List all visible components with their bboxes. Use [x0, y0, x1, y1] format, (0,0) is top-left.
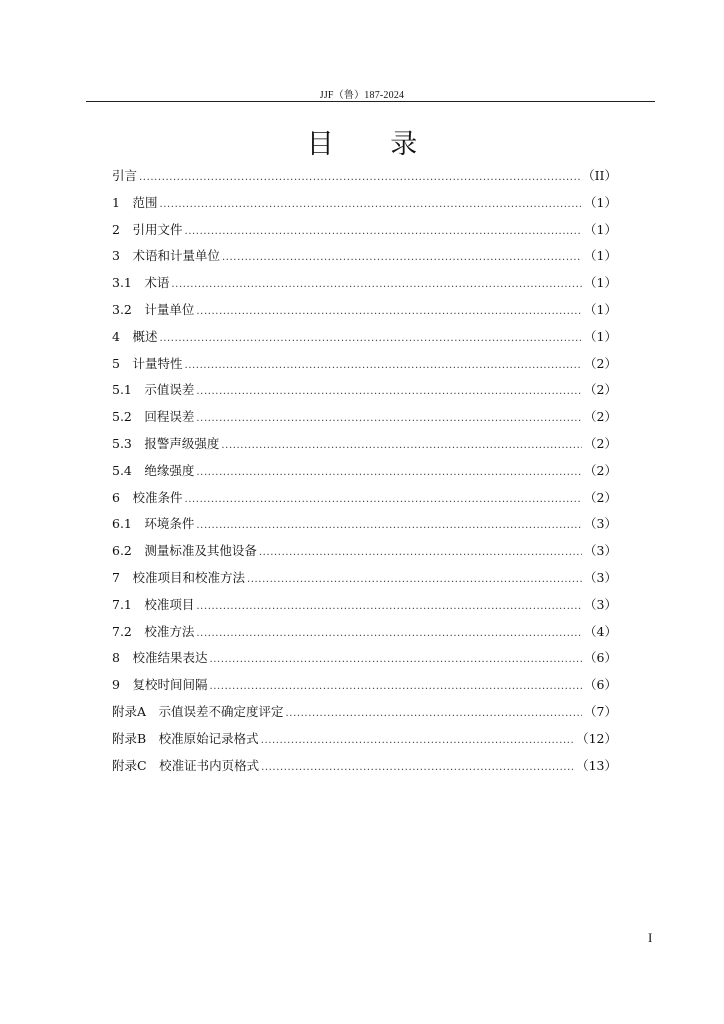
- toc-entry[interactable]: [112, 351, 617, 378]
- toc-leader-dots: [184, 487, 582, 514]
- toc-leader-dots: [209, 674, 582, 701]
- toc-entry-label: 5.4 绝缘强度: [112, 462, 195, 478]
- toc-entry-label: 2 引用文件: [112, 221, 183, 237]
- toc-leader-dots: [184, 219, 582, 246]
- toc-entry-page: （2）: [584, 489, 617, 505]
- toc-entry[interactable]: [112, 431, 617, 458]
- toc-entry[interactable]: [112, 699, 617, 726]
- toc-entry-page: （3）: [584, 596, 617, 612]
- toc-entry[interactable]: [112, 297, 617, 324]
- toc-leader-dots: [159, 326, 582, 353]
- toc-leader-dots: [159, 192, 582, 219]
- toc-leader-dots: [247, 567, 582, 594]
- toc-entry[interactable]: [112, 726, 617, 753]
- toc-entry-page: （2）: [584, 409, 617, 425]
- toc-entry-page: （1）: [584, 301, 617, 317]
- toc-entry-page: （2）: [584, 382, 617, 398]
- toc-leader-dots: [196, 406, 582, 433]
- toc-entry-page: （3）: [584, 543, 617, 559]
- toc-leader-dots: [221, 433, 582, 460]
- toc-leader-dots: [196, 594, 582, 621]
- toc-entry-label: 3.1 术语: [112, 275, 170, 291]
- toc-entry-page: （7）: [584, 703, 617, 719]
- toc-entry-page: （6）: [584, 650, 617, 666]
- toc-entry-label: 5.3 报警声级强度: [112, 435, 220, 451]
- toc-entry-label: 7.1 校准项目: [112, 596, 195, 612]
- toc-entry[interactable]: [112, 753, 617, 780]
- toc-entry[interactable]: [112, 377, 617, 404]
- toc-entry-page: （12）: [576, 730, 617, 746]
- toc-entry[interactable]: [112, 458, 617, 485]
- toc-leader-dots: [171, 272, 582, 299]
- toc-entry[interactable]: [112, 190, 617, 217]
- page-number: I: [648, 930, 653, 945]
- toc-entry-page: （1）: [584, 194, 617, 210]
- toc-entry[interactable]: [112, 511, 617, 538]
- toc-entry-page: （2）: [584, 355, 617, 371]
- toc-entry[interactable]: [112, 672, 617, 699]
- toc-entry-page: （2）: [584, 435, 617, 451]
- toc-entry-label: 附录A 示值误差不确定度评定: [112, 703, 284, 719]
- toc-leader-dots: [196, 460, 582, 487]
- document-code: JJF（鲁）187-2024: [319, 90, 405, 101]
- toc-entry-page: （3）: [584, 516, 617, 532]
- toc-entry-page: （4）: [584, 623, 617, 639]
- toc-entry[interactable]: [112, 619, 617, 646]
- toc-entry-page: （3）: [584, 569, 617, 585]
- toc-entry-label: 附录B 校准原始记录格式: [112, 730, 259, 746]
- toc-entry-label: 9 复校时间间隔: [112, 677, 208, 693]
- toc-entry-label: 7 校准项目和校准方法: [112, 569, 245, 585]
- toc-entry[interactable]: [112, 592, 617, 619]
- toc-entry-page: （II）: [582, 168, 617, 183]
- toc-leader-dots: [209, 647, 582, 674]
- toc-entry-label: 附录C 校准证书内页格式: [112, 757, 260, 773]
- toc-leader-dots: [286, 701, 583, 728]
- toc-leader-dots: [261, 728, 574, 755]
- toc-entry-label: 5.1 示值误差: [112, 382, 195, 398]
- toc-entry[interactable]: [112, 645, 617, 672]
- toc-entry[interactable]: [112, 243, 617, 270]
- toc-entry[interactable]: [112, 485, 617, 512]
- toc-leader-dots: [222, 245, 582, 272]
- toc-leader-dots: [196, 299, 582, 326]
- toc-entry[interactable]: [112, 565, 617, 592]
- toc-entry-page: （1）: [584, 248, 617, 264]
- toc-entry-label: 6.1 环境条件: [112, 516, 195, 532]
- toc-entry-page: （1）: [584, 275, 617, 291]
- toc-entry[interactable]: [112, 270, 617, 297]
- toc-entry[interactable]: [112, 324, 617, 351]
- toc-leader-dots: [196, 379, 582, 406]
- toc-entry-label: 3.2 计量单位: [112, 301, 195, 317]
- toc-entry-page: （6）: [584, 677, 617, 693]
- toc-entry[interactable]: [112, 217, 617, 244]
- toc-entry-page: （2）: [584, 462, 617, 478]
- toc-entry-label: 8 校准结果表达: [112, 650, 208, 666]
- toc-entry-page: （1）: [584, 328, 617, 344]
- toc-entry[interactable]: [112, 538, 617, 565]
- toc-entry-label: 5.2 回程误差: [112, 409, 195, 425]
- toc-leader-dots: [259, 540, 582, 567]
- toc-entry-label: 1 范围: [112, 194, 158, 210]
- toc-leader-dots: [196, 621, 582, 648]
- toc-entry[interactable]: [112, 163, 617, 190]
- toc-leader-dots: [261, 755, 574, 782]
- toc-entry[interactable]: [112, 404, 617, 431]
- toc-leader-dots: [139, 165, 580, 192]
- toc-leader-dots: [196, 513, 582, 540]
- toc-entry-label: 3 术语和计量单位: [112, 248, 220, 264]
- toc-entry-label: 引言: [112, 168, 138, 183]
- table-of-contents: [112, 163, 617, 779]
- toc-entry-page: （1）: [584, 221, 617, 237]
- toc-entry-label: 6 校准条件: [112, 489, 183, 505]
- page-title: 目 录: [306, 129, 442, 160]
- toc-entry-label: 5 计量特性: [112, 355, 183, 371]
- toc-entry-page: （13）: [576, 757, 617, 773]
- toc-entry-label: 4 概述: [112, 328, 158, 344]
- toc-entry-label: 6.2 测量标准及其他设备: [112, 543, 257, 559]
- header-divider: [86, 101, 655, 102]
- toc-leader-dots: [184, 353, 582, 380]
- toc-entry-label: 7.2 校准方法: [112, 623, 195, 639]
